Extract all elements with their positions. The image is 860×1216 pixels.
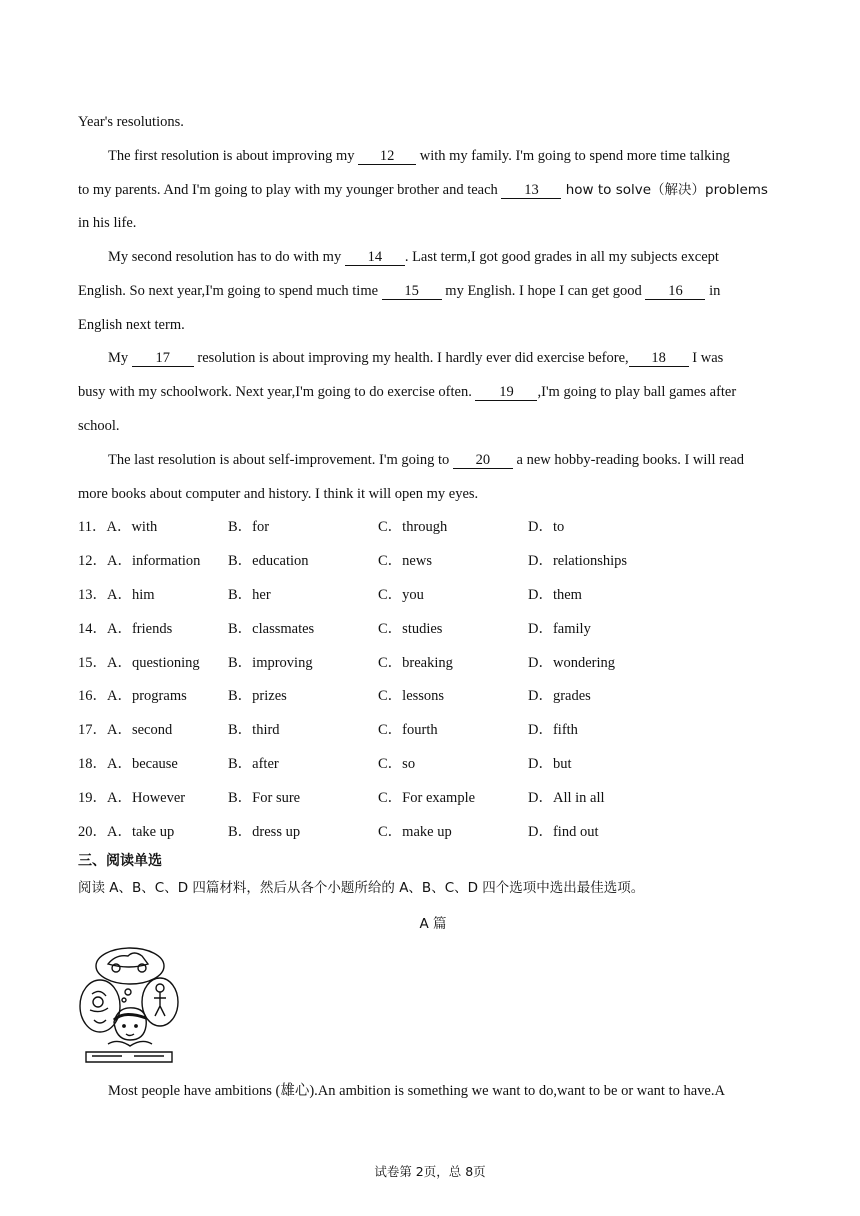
option-c: C．lessons (378, 688, 445, 704)
option-d: D．fifth (528, 722, 578, 738)
question-12: 12．A．information B．education C．news D．relationships (78, 553, 628, 569)
option-c: C．breaking (378, 655, 453, 671)
passage-line: The first resolution is about improving my 12 with my family. I'm going to spend more time talking (108, 148, 730, 164)
option-c: C．For example (378, 790, 476, 806)
question-11: 11．A．with B．for C．through D．to (78, 519, 565, 535)
option-a: A．with (106, 519, 158, 535)
blank-17: 17 (132, 350, 194, 367)
option-d: D．grades (528, 688, 591, 704)
option-c: C．fourth (378, 722, 438, 738)
option-a: A．However (107, 790, 186, 806)
passage-line: school. (78, 418, 120, 434)
option-b: B．dress up (228, 824, 301, 840)
passage-subtitle: A 篇 (419, 916, 447, 932)
option-b: B．classmates (228, 621, 315, 637)
passage-line: English next term. (78, 317, 185, 333)
option-a: A．information (107, 553, 201, 569)
passage-line: My second resolution has to do with my 14 . Last term,I got good grades in all my subjects except (108, 249, 719, 265)
option-c: C．you (378, 587, 424, 603)
option-d: D．to (528, 519, 565, 535)
passage-line: in his life. (78, 215, 137, 231)
question-17: 17．A．second B．third C．fourth D．fifth (78, 722, 578, 738)
blank-19: 19 (475, 384, 537, 401)
option-d: D．relationships (528, 553, 628, 569)
question-18: 18．A．because B．after C．so D．but (78, 756, 572, 772)
question-15: 15．A．questioning B．improving C．breaking D．wondering (78, 655, 615, 671)
option-b: B．her (228, 587, 271, 603)
option-d: D．find out (528, 824, 599, 840)
option-a: A．second (107, 722, 173, 738)
option-a: A．take up (107, 824, 175, 840)
option-b: B．after (228, 756, 279, 772)
option-b: B．improving (228, 655, 313, 671)
option-a: A．questioning (107, 655, 200, 671)
passage-line: My 17 resolution is about improving my health. I hardly ever did exercise before, 18 I was (108, 350, 724, 366)
blank-16: 16 (645, 283, 705, 300)
passage-line: The last resolution is about self-improvement. I'm going to 20 a new hobby-reading books. I will read (108, 452, 745, 468)
option-d: D．family (528, 621, 591, 637)
passage-line: Most people have ambitions (雄心).An ambition is something we want to do,want to be or want to have.A (108, 1083, 725, 1099)
option-d: D．them (528, 587, 582, 603)
boy-dreaming-illustration (78, 944, 180, 1068)
option-c: C．news (378, 553, 432, 569)
blank-12: 12 (358, 148, 416, 165)
question-20: 20．A．take up B．dress up C．make up D．find out (78, 824, 599, 840)
blank-14: 14 (345, 249, 405, 266)
section-instruction: 阅读 A、B、C、D 四篇材料，然后从各个小题所给的 A、B、C、D 四个选项中选出最佳选项。 (78, 880, 645, 896)
option-b: B．third (228, 722, 280, 738)
question-13: 13．A．him B．her C．you D．them (78, 587, 582, 603)
question-16: 16．A．programs B．prizes C．lessons D．grades (78, 688, 591, 704)
option-b: B．prizes (228, 688, 287, 704)
question-19: 19．A．However B．For sure C．For example D．All in all (78, 790, 605, 806)
blank-15: 15 (382, 283, 442, 300)
option-c: C．studies (378, 621, 443, 637)
option-b: B．for (228, 519, 270, 535)
blank-13: 13 (501, 182, 561, 199)
option-d: D．All in all (528, 790, 605, 806)
question-14: 14．A．friends B．classmates C．studies D．family (78, 621, 591, 637)
page-footer: 试卷第 2页，总 8页 (374, 1164, 486, 1179)
blank-18: 18 (629, 350, 689, 367)
option-a: A．friends (107, 621, 173, 637)
section-title: 三、阅读单选 (78, 853, 162, 869)
passage-line: more books about computer and history. I think it will open my eyes. (78, 486, 479, 502)
passage-line: English. So next year,I'm going to spend much time 15 my English. I hope I can get good 16 in (78, 283, 721, 299)
option-d: D．but (528, 756, 572, 772)
option-c: C．so (378, 756, 416, 772)
option-b: B．education (228, 553, 309, 569)
option-d: D．wondering (528, 655, 615, 671)
passage-line: busy with my schoolwork. Next year,I'm going to do exercise often. 19 ,I'm going to play ball games after (78, 384, 737, 400)
option-b: B．For sure (228, 790, 301, 806)
option-a: A．programs (107, 688, 187, 704)
option-c: C．make up (378, 824, 452, 840)
option-a: A．because (107, 756, 178, 772)
blank-20: 20 (453, 452, 513, 469)
passage-line: to my parents. And I'm going to play with my younger brother and teach 13 how to solve（解决）problems (78, 182, 768, 198)
option-c: C．through (378, 519, 448, 535)
passage-line: Year's resolutions. (78, 114, 184, 130)
option-a: A．him (107, 587, 155, 603)
